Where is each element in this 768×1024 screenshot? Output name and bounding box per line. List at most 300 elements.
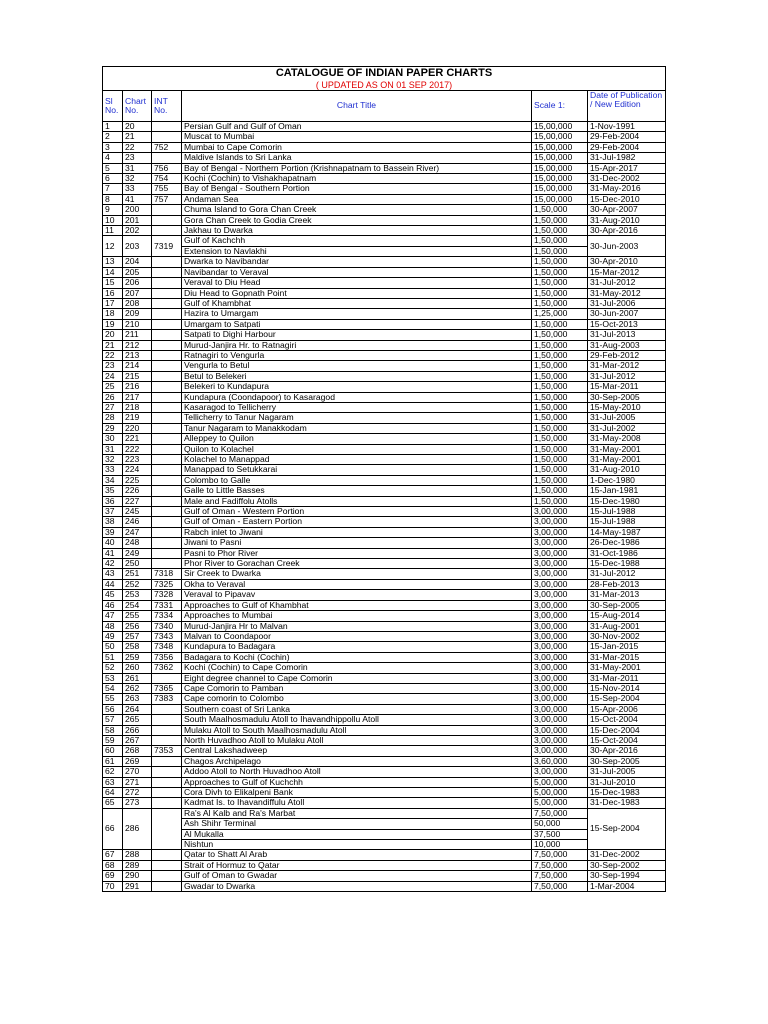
scale-cell: 5,00,000 [532,798,588,808]
chart-title-cell: Murud-Janjira Hr to Malvan [182,621,532,631]
table-row [103,631,666,641]
chart-no-cell: 258 [123,642,152,652]
int-no-cell [152,309,182,319]
chart-title-cell: Male and Fadiffolu Atolls [182,496,532,506]
chart-title-cell: Gulf of Oman to Gwadar [182,871,532,881]
sl-no-cell: 31 [103,444,123,454]
int-no-cell: 7362 [152,663,182,673]
sl-no-cell: 12 [103,236,123,257]
sl-no-cell: 64 [103,788,123,798]
chart-title-cell: Approaches to Gulf of Kuchchh [182,777,532,787]
scale-cell: 3,00,000 [532,652,588,662]
table-row [103,423,666,433]
chart-no-cell: 214 [123,361,152,371]
int-no-cell: 7318 [152,569,182,579]
int-no-cell: 756 [152,163,182,173]
chart-title-cell: Cape Comorin to Pamban [182,683,532,693]
chart-title-cell: Kundapura to Badagara [182,642,532,652]
chart-title-cell: Galle to Little Basses [182,486,532,496]
int-no-cell: 7383 [152,694,182,704]
int-no-cell [152,673,182,683]
sl-no-cell: 57 [103,715,123,725]
chart-no-cell: 259 [123,652,152,662]
publication-date-cell: 31-Dec-2002 [588,174,666,184]
sl-no-cell: 32 [103,455,123,465]
int-no-cell [152,527,182,537]
sl-no-cell: 29 [103,423,123,433]
chart-title-cell: Malvan to Coondapoor [182,631,532,641]
chart-no-cell: 254 [123,600,152,610]
column-header-row [103,91,666,122]
scale-cell: 3,00,000 [532,663,588,673]
int-no-cell [152,392,182,402]
sl-no-cell: 59 [103,735,123,745]
scale-cell: 7,50,000 [532,871,588,881]
table-row [103,788,666,798]
table-row [103,330,666,340]
publication-date-cell: 31-Aug-2003 [588,340,666,350]
publication-date-cell: 1-Dec-1980 [588,475,666,485]
scale-cell: 3,00,000 [532,735,588,745]
sl-no-cell: 69 [103,871,123,881]
chart-no-cell: 20 [123,122,152,132]
chart-no-cell: 286 [123,808,152,850]
sl-no-cell: 42 [103,559,123,569]
scale-cell: 1,50,000 [532,455,588,465]
chart-no-cell: 257 [123,631,152,641]
int-no-cell [152,361,182,371]
sl-no-cell: 9 [103,205,123,215]
chart-title-cell: Betul to Belekeri [182,371,532,381]
chart-title-cell: Alleppey to Quilon [182,434,532,444]
publication-date-cell: 1-Nov-1991 [588,122,666,132]
scale-cell: 3,00,000 [532,507,588,517]
chart-no-cell: 290 [123,871,152,881]
table-row [103,371,666,381]
chart-title-cell: Approaches to Gulf of Khambhat [182,600,532,610]
chart-title-cell: Al Mukalla [182,829,532,839]
table-row [103,205,666,215]
int-no-cell [152,704,182,714]
sl-no-cell: 38 [103,517,123,527]
sl-no-cell: 43 [103,569,123,579]
table-row [103,257,666,267]
table-row [103,298,666,308]
sl-no-cell: 45 [103,590,123,600]
table-row [103,288,666,298]
chart-title-cell: Kolachel to Manappad [182,455,532,465]
publication-date-cell: 31-Dec-1983 [588,798,666,808]
publication-date-cell: 30-Sep-1994 [588,871,666,881]
table-row [103,663,666,673]
scale-cell: 1,50,000 [532,226,588,236]
catalogue-table [102,66,666,892]
sl-no-cell: 49 [103,631,123,641]
table-row [103,267,666,277]
catalogue-title: CATALOGUE OF INDIAN PAPER CHARTS [103,67,666,81]
table-row [103,309,666,319]
publication-date-cell: 30-Nov-2002 [588,631,666,641]
sl-no-cell: 62 [103,767,123,777]
publication-date-cell: 30-Sep-2005 [588,600,666,610]
chart-title-cell: Cape comorin to Colombo [182,694,532,704]
scale-cell: 5,00,000 [532,788,588,798]
sl-no-cell: 46 [103,600,123,610]
chart-no-cell: 204 [123,257,152,267]
publication-date-cell: 30-Sep-2005 [588,756,666,766]
publication-date-cell: 31-Aug-2010 [588,215,666,225]
table-row [103,517,666,527]
scale-cell: 1,50,000 [532,486,588,496]
sl-no-cell: 15 [103,278,123,288]
sl-no-cell: 70 [103,881,123,891]
chart-no-cell: 245 [123,507,152,517]
sl-no-cell: 24 [103,371,123,381]
chart-title-cell: Tellicherry to Tanur Nagaram [182,413,532,423]
chart-no-cell: 267 [123,735,152,745]
chart-no-cell: 21 [123,132,152,142]
publication-date-cell: 15-Mar-2011 [588,382,666,392]
table-row [103,829,666,839]
table-row [103,174,666,184]
sl-no-cell: 67 [103,850,123,860]
sl-no-cell: 25 [103,382,123,392]
publication-date-cell: 30-Apr-2007 [588,205,666,215]
chart-title-cell: Andaman Sea [182,194,532,204]
int-no-cell [152,475,182,485]
chart-title-cell: Diu Head to Gopnath Point [182,288,532,298]
int-no-cell [152,215,182,225]
chart-no-cell: 208 [123,298,152,308]
publication-date-cell: 31-Aug-2010 [588,465,666,475]
scale-cell: 3,00,000 [532,538,588,548]
chart-title-cell: Sir Creek to Dwarka [182,569,532,579]
scale-cell: 1,50,000 [532,475,588,485]
sl-no-cell: 26 [103,392,123,402]
scale-cell: 1,50,000 [532,288,588,298]
chart-no-cell: 266 [123,725,152,735]
publication-date-cell: 31-Aug-2001 [588,621,666,631]
sl-no-cell: 50 [103,642,123,652]
sl-no-cell: 53 [103,673,123,683]
chart-title-cell: Manappad to Setukkarai [182,465,532,475]
publication-date-cell: 30-Jun-2007 [588,309,666,319]
int-no-cell [152,496,182,506]
table-row [103,600,666,610]
chart-title-cell: Veraval to Diu Head [182,278,532,288]
scale-cell: 1,50,000 [532,392,588,402]
table-row [103,871,666,881]
scale-cell: 50,000 [532,819,588,829]
scale-cell: 1,50,000 [532,236,588,246]
scale-cell: 15,00,000 [532,163,588,173]
table-row [103,163,666,173]
sl-no-cell: 36 [103,496,123,506]
column-header-publication-date: Date of Publication / New Edition [588,91,666,122]
column-header-chart-no: Chart No. [123,91,152,122]
publication-date-cell: 31-Jul-2010 [588,777,666,787]
chart-no-cell: 211 [123,330,152,340]
table-row [103,850,666,860]
chart-no-cell: 209 [123,309,152,319]
chart-no-cell: 224 [123,465,152,475]
sl-no-cell: 13 [103,257,123,267]
sl-no-cell: 27 [103,402,123,412]
publication-date-cell: 15-Dec-1988 [588,559,666,569]
chart-title-cell: South Maalhosmadulu Atoll to Ihavandhippollu Atoll [182,715,532,725]
publication-date-cell: 31-May-2008 [588,434,666,444]
chart-title-cell: Kochi (Cochin) to Cape Comorin [182,663,532,673]
int-no-cell [152,413,182,423]
scale-cell: 1,50,000 [532,257,588,267]
table-row [103,735,666,745]
chart-no-cell: 201 [123,215,152,225]
chart-no-cell: 202 [123,226,152,236]
scale-cell: 1,50,000 [532,361,588,371]
chart-no-cell: 205 [123,267,152,277]
int-no-cell: 752 [152,142,182,152]
table-row [103,777,666,787]
chart-no-cell: 261 [123,673,152,683]
table-row [103,319,666,329]
chart-no-cell: 22 [123,142,152,152]
chart-no-cell: 247 [123,527,152,537]
column-header-scale: Scale 1: [532,91,588,122]
table-row [103,444,666,454]
scale-cell: 3,00,000 [532,694,588,704]
table-row [103,559,666,569]
int-no-cell [152,278,182,288]
chart-title-cell: Jakhau to Dwarka [182,226,532,236]
sl-no-cell: 66 [103,808,123,850]
chart-title-cell: Gulf of Oman - Eastern Portion [182,517,532,527]
scale-cell: 3,00,000 [532,704,588,714]
scale-cell: 1,50,000 [532,267,588,277]
chart-no-cell: 207 [123,288,152,298]
table-row [103,746,666,756]
chart-title-cell: Muscat to Mumbai [182,132,532,142]
scale-cell: 3,00,000 [532,631,588,641]
int-no-cell [152,371,182,381]
int-no-cell [152,559,182,569]
table-row [103,767,666,777]
publication-date-cell: 15-Nov-2014 [588,683,666,693]
publication-date-cell: 1-Mar-2004 [588,881,666,891]
int-no-cell [152,434,182,444]
chart-title-cell: Qatar to Shatt Al Arab [182,850,532,860]
sl-no-cell: 55 [103,694,123,704]
chart-title-cell: Belekeri to Kundapura [182,382,532,392]
publication-date-cell: 31-Mar-2012 [588,361,666,371]
chart-no-cell: 256 [123,621,152,631]
publication-date-cell: 31-Mar-2011 [588,673,666,683]
publication-date-cell: 31-May-2012 [588,288,666,298]
sl-no-cell: 34 [103,475,123,485]
chart-title-cell: Navibandar to Veraval [182,267,532,277]
chart-title-cell: Umargam to Satpati [182,319,532,329]
table-row [103,840,666,850]
int-no-cell [152,860,182,870]
sl-no-cell: 22 [103,350,123,360]
table-row [103,184,666,194]
publication-date-cell: 15-Dec-2010 [588,194,666,204]
scale-cell: 15,00,000 [532,142,588,152]
scale-cell: 3,00,000 [532,746,588,756]
scale-cell: 15,00,000 [532,194,588,204]
table-row [103,881,666,891]
catalogue-rows [103,122,666,892]
scale-cell: 3,00,000 [532,715,588,725]
scale-cell: 7,50,000 [532,808,588,818]
chart-no-cell: 264 [123,704,152,714]
publication-date-cell: 31-May-2016 [588,184,666,194]
scale-cell: 1,50,000 [532,496,588,506]
int-no-cell [152,756,182,766]
int-no-cell [152,715,182,725]
column-header-chart-title: Chart Title [182,91,532,122]
publication-date-cell: 31-Jul-2002 [588,423,666,433]
publication-date-cell: 31-Jul-2006 [588,298,666,308]
publication-date-cell: 15-Sep-2004 [588,808,666,850]
table-row [103,548,666,558]
chart-no-cell: 246 [123,517,152,527]
int-no-cell [152,267,182,277]
chart-no-cell: 212 [123,340,152,350]
sl-no-cell: 6 [103,174,123,184]
int-no-cell [152,725,182,735]
int-no-cell [152,226,182,236]
scale-cell: 10,000 [532,840,588,850]
scale-cell: 1,50,000 [532,371,588,381]
scale-cell: 7,50,000 [532,850,588,860]
chart-title-cell: Chagos Archipelago [182,756,532,766]
chart-title-cell: Gwadar to Dwarka [182,881,532,891]
publication-date-cell: 31-May-2001 [588,455,666,465]
chart-title-cell: Murud-Janjira Hr. to Ratnagiri [182,340,532,350]
table-row [103,122,666,132]
scale-cell: 1,50,000 [532,215,588,225]
publication-date-cell: 31-Jul-2012 [588,278,666,288]
publication-date-cell: 15-Aug-2014 [588,611,666,621]
chart-title-cell: Bay of Bengal - Southern Portion [182,184,532,194]
chart-title-cell: North Huvadhoo Atoll to Mulaku Atoll [182,735,532,745]
chart-no-cell: 216 [123,382,152,392]
publication-date-cell: 29-Feb-2004 [588,142,666,152]
int-no-cell [152,507,182,517]
publication-date-cell: 31-Oct-1986 [588,548,666,558]
int-no-cell: 7353 [152,746,182,756]
int-no-cell: 7331 [152,600,182,610]
scale-cell: 1,50,000 [532,319,588,329]
chart-title-cell: Rabch inlet to Jiwani [182,527,532,537]
chart-no-cell: 288 [123,850,152,860]
int-no-cell [152,288,182,298]
chart-no-cell: 249 [123,548,152,558]
chart-no-cell: 213 [123,350,152,360]
table-row [103,725,666,735]
int-no-cell [152,132,182,142]
table-row [103,226,666,236]
table-row [103,465,666,475]
publication-date-cell: 30-Apr-2010 [588,257,666,267]
sl-no-cell: 51 [103,652,123,662]
scale-cell: 3,00,000 [532,600,588,610]
int-no-cell [152,205,182,215]
scale-cell: 3,00,000 [532,683,588,693]
int-no-cell [152,330,182,340]
chart-no-cell: 41 [123,194,152,204]
chart-title-cell: Gulf of Khambhat [182,298,532,308]
chart-no-cell: 263 [123,694,152,704]
sl-no-cell: 16 [103,288,123,298]
int-no-cell [152,871,182,881]
scale-cell: 1,50,000 [532,434,588,444]
chart-no-cell: 252 [123,579,152,589]
sl-no-cell: 28 [103,413,123,423]
table-row [103,350,666,360]
chart-no-cell: 219 [123,413,152,423]
scale-cell: 7,50,000 [532,860,588,870]
int-no-cell [152,153,182,163]
chart-no-cell: 23 [123,153,152,163]
publication-date-cell: 28-Feb-2013 [588,579,666,589]
table-row [103,434,666,444]
scale-cell: 3,00,000 [532,621,588,631]
chart-title-cell: Kundapura (Coondapoor) to Kasaragod [182,392,532,402]
table-row [103,579,666,589]
chart-title-cell: Tanur Nagaram to Manakkodam [182,423,532,433]
int-no-cell: 7325 [152,579,182,589]
publication-date-cell: 15-Jul-1988 [588,507,666,517]
scale-cell: 1,50,000 [532,298,588,308]
publication-date-cell: 15-Oct-2004 [588,715,666,725]
scale-cell: 3,00,000 [532,569,588,579]
chart-no-cell: 253 [123,590,152,600]
table-row [103,507,666,517]
table-row [103,236,666,246]
scale-cell: 3,00,000 [532,673,588,683]
scale-cell: 15,00,000 [532,153,588,163]
int-no-cell [152,538,182,548]
sl-no-cell: 5 [103,163,123,173]
publication-date-cell: 31-Dec-2002 [588,850,666,860]
chart-title-cell: Jiwani to Pasni [182,538,532,548]
chart-no-cell: 206 [123,278,152,288]
chart-no-cell: 210 [123,319,152,329]
chart-no-cell: 250 [123,559,152,569]
chart-title-cell: Maldive Islands to Sri Lanka [182,153,532,163]
chart-no-cell: 225 [123,475,152,485]
scale-cell: 1,50,000 [532,330,588,340]
int-no-cell [152,850,182,860]
table-row [103,715,666,725]
table-row [103,340,666,350]
publication-date-cell: 31-May-2001 [588,663,666,673]
column-header-sl-no: Sl No. [103,91,123,122]
chart-no-cell: 289 [123,860,152,870]
publication-date-cell: 29-Feb-2012 [588,350,666,360]
chart-no-cell: 220 [123,423,152,433]
scale-cell: 1,50,000 [532,465,588,475]
chart-title-cell: Gulf of Kachchh [182,236,532,246]
chart-no-cell: 270 [123,767,152,777]
chart-title-cell: Cora Divh to Elikalpeni Bank [182,788,532,798]
table-row [103,142,666,152]
chart-title-cell: Persian Gulf and Gulf of Oman [182,122,532,132]
chart-title-cell: Ra's Al Kalb and Ra's Marbat [182,808,532,818]
int-no-cell [152,735,182,745]
int-no-cell [152,767,182,777]
